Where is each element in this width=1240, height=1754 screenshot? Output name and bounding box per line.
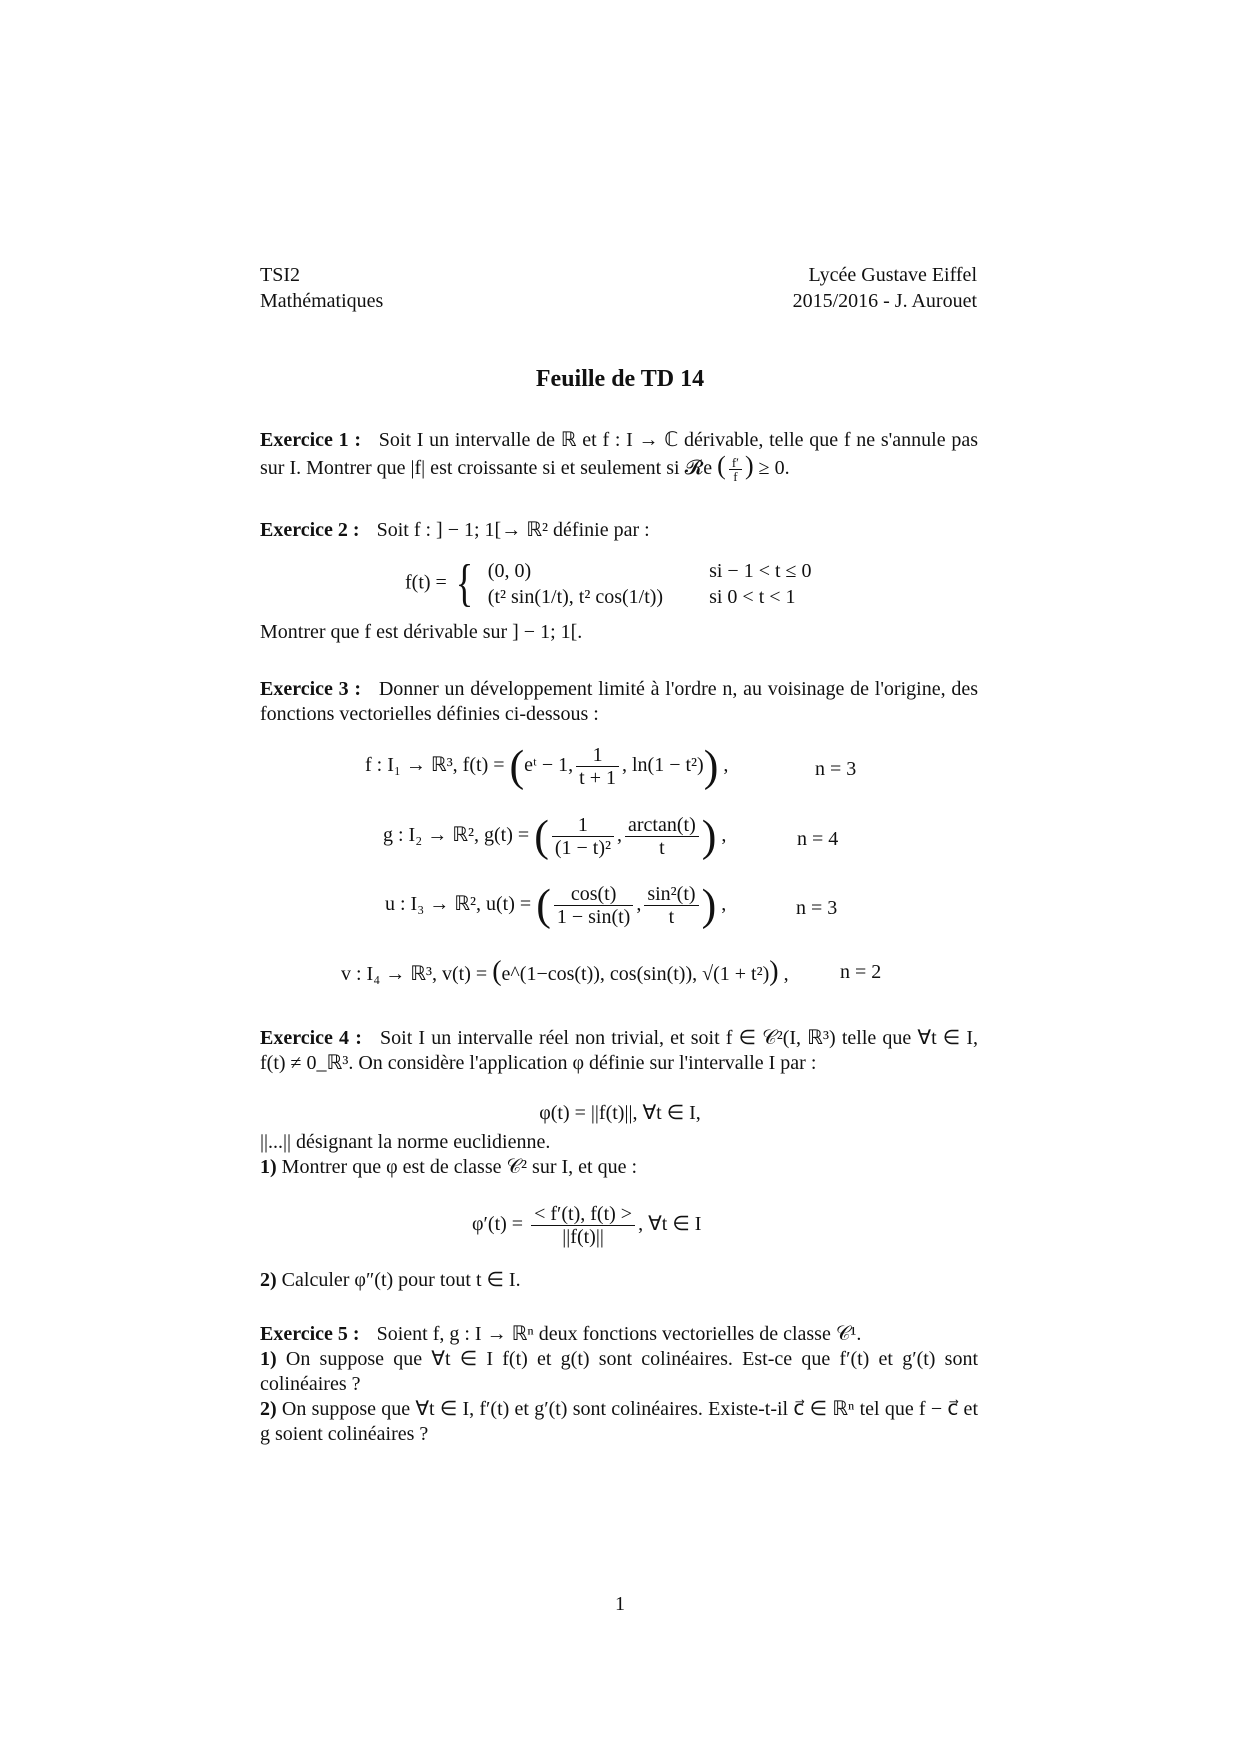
school-label: Lycée Gustave Eiffel (808, 264, 977, 286)
exercise-2-question: Montrer que f est dérivable sur ] − 1; 1[. (260, 621, 583, 643)
case-2-value: (t² sin(1/t), t² cos(1/t)) (487, 586, 664, 608)
function-f-c3: , ln(1 − t²) (622, 754, 704, 777)
function-v-order: n = 2 (840, 961, 882, 983)
exercise-4-question-2 (260, 1268, 978, 1293)
u-num2: sin²(t) (644, 883, 698, 906)
function-f-c1: eᵗ − 1, (524, 754, 574, 777)
ex5-question-1-text: On suppose que ∀t ∈ I f(t) et g(t) sont colinéaires. Est-ce que f′(t) et g′(t) sont colinéaires ? (260, 1348, 978, 1395)
exercise-2-definition (405, 555, 818, 612)
g-num1: 1 (552, 814, 614, 837)
function-u-def: u : I₃ → ℝ², u(t) = (385, 893, 532, 916)
header-right (793, 262, 977, 314)
exercise-3 (260, 677, 978, 727)
u-den2: t (668, 906, 675, 928)
exercise-4-norm-note: ||...|| désignant la norme euclidienne. (260, 1131, 551, 1153)
function-u-order: n = 3 (796, 897, 838, 919)
function-f: f : I₁ → ℝ³, f(t) = (eᵗ − 1, $\frac{1}{t + 1}$ , ln(1 − t²)) , (365, 741, 729, 791)
page-title: Feuille de TD 14 (535, 366, 705, 392)
phi-derivative-lhs: φ′(t) = (472, 1213, 524, 1236)
function-g-def: g : I₂ → ℝ², g(t) = (383, 824, 530, 847)
ex5-question-2-number: 2) (260, 1398, 277, 1420)
exercise-4 (260, 1026, 978, 1076)
function-g: g : I₂ → ℝ², g(t) = ( $\frac{1}{\text{(1 − t)²}}$ , $\frac{\arctan(t)}{t}$ ) , (383, 811, 727, 861)
left-brace: { (455, 555, 474, 612)
exercise-5-question-2 (260, 1397, 978, 1447)
piecewise-cases (482, 558, 818, 610)
function-v-body: e^(1−cos(t)), cos(sin(t)), √(1 + t²) (501, 963, 770, 985)
function-v: v : I₄ → ℝ³, v(t) = (e^(1−cos(t)), cos(sin(t)), √(1 + t²)) , (341, 956, 789, 987)
question-1-text: Montrer que φ est de classe 𝒞² sur I, et que : (281, 1156, 638, 1178)
question-2-number: 2) (260, 1269, 277, 1291)
year-author-label: 2015/2016 - J. Aurouet (792, 290, 977, 312)
class-label: TSI2 (260, 264, 300, 286)
exercise-3-heading: Exercice 3 : (260, 678, 362, 700)
exercise-2-text: Soit f : ] − 1; 1[→ ℝ² définie par : (376, 519, 650, 541)
function-u: u : I₃ → ℝ², u(t) = ( $\frac{\cos(t)}{1 - \sin(t)}$ , $\frac{\text{sin²(t)}}{t}$ ) , (385, 880, 727, 930)
function-f-def: f : I₁ → ℝ³, f(t) = (365, 754, 505, 777)
exercise-3-text: Donner un développement limité à l'ordre n, au voisinage de l'origine, des fonctions vectorielles définies ci-dessous : (260, 678, 978, 725)
ex5-question-1-number: 1) (260, 1348, 277, 1370)
exercise-1-text: Soit I un intervalle de ℝ et f : I → ℂ dérivable, telle que f ne s'annule pas sur I. Montrer que |f| est croissante si et seulement si (260, 429, 978, 479)
exercise-5-text: Soient f, g : I → ℝⁿ deux fonctions vectorielles de classe 𝒞¹. (376, 1323, 862, 1345)
function-v-def: v : I₄ → ℝ³, v(t) = (341, 963, 488, 985)
function-g-order: n = 4 (797, 828, 839, 850)
exercise-1-heading: Exercice 1 : (260, 429, 362, 451)
phi-derivative-rhs: , ∀t ∈ I (638, 1213, 702, 1236)
phi-definition: φ(t) = ||f(t)||, ∀t ∈ I, (539, 1102, 701, 1124)
function-f-order: n = 3 (815, 758, 857, 780)
exercise-1: Exercice 1 : Soit I un intervalle de ℝ et f : I → ℂ dérivable, telle que f ne s'annule pas sur I. Montrer que |f| est croissante si et seulement si 𝓡e ( $\frac{f'}{f}$ ) ≥ 0. (260, 429, 978, 484)
question-2-text: Calculer φ″(t) pour tout t ∈ I. (281, 1269, 521, 1291)
g-num2: arctan(t) (625, 814, 699, 837)
case-1-value: (0, 0) (487, 560, 532, 582)
case-1-condition: si − 1 < t ≤ 0 (709, 560, 812, 582)
header-left (260, 262, 383, 314)
case-2-condition: si 0 < t < 1 (709, 586, 796, 608)
exercise-1-fraction: $\frac{f'}{f}$ (729, 456, 742, 483)
question-1-number: 1) (260, 1156, 277, 1178)
page-number: 1 (615, 1593, 625, 1615)
subject-label: Mathématiques (260, 290, 384, 312)
exercise-4-text: Soit I un intervalle réel non trivial, et soit f ∈ 𝒞²(I, ℝ³) telle que ∀t ∈ I, f(t) ≠ 0_ℝ³. On considère l'application φ définie sur l'intervalle I par : (260, 1027, 979, 1074)
phi-derivative-den: ||f(t)|| (562, 1226, 604, 1248)
exercise-5-question-1 (260, 1347, 978, 1397)
phi-derivative-num: < f′(t), f(t) > (531, 1203, 635, 1226)
exercise-4-heading: Exercice 4 : (260, 1027, 362, 1049)
u-den1: 1 − sin(t) (556, 906, 631, 928)
exercise-4-question-1 (260, 1155, 978, 1180)
g-den1: (1 − t)² (554, 837, 611, 859)
exercise-1-re: 𝓡e (684, 457, 713, 479)
g-den2: t (659, 837, 665, 859)
exercise-2-heading: Exercice 2 : (260, 519, 360, 541)
exercise-2 (260, 518, 978, 543)
ex5-question-2-text: On suppose que ∀t ∈ I, f′(t) et g′(t) sont colinéaires. Existe-t-il c⃗ ∈ ℝⁿ tel que f − c⃗ et g soient colinéaires ? (260, 1398, 978, 1445)
phi-derivative (472, 1203, 701, 1248)
exercise-5 (260, 1322, 978, 1347)
exercise-5-heading: Exercice 5 : (260, 1323, 360, 1345)
u-num1: cos(t) (554, 883, 634, 906)
exercise-1-geq: ≥ 0. (758, 457, 790, 479)
piecewise-lhs: f(t) = (405, 571, 447, 594)
